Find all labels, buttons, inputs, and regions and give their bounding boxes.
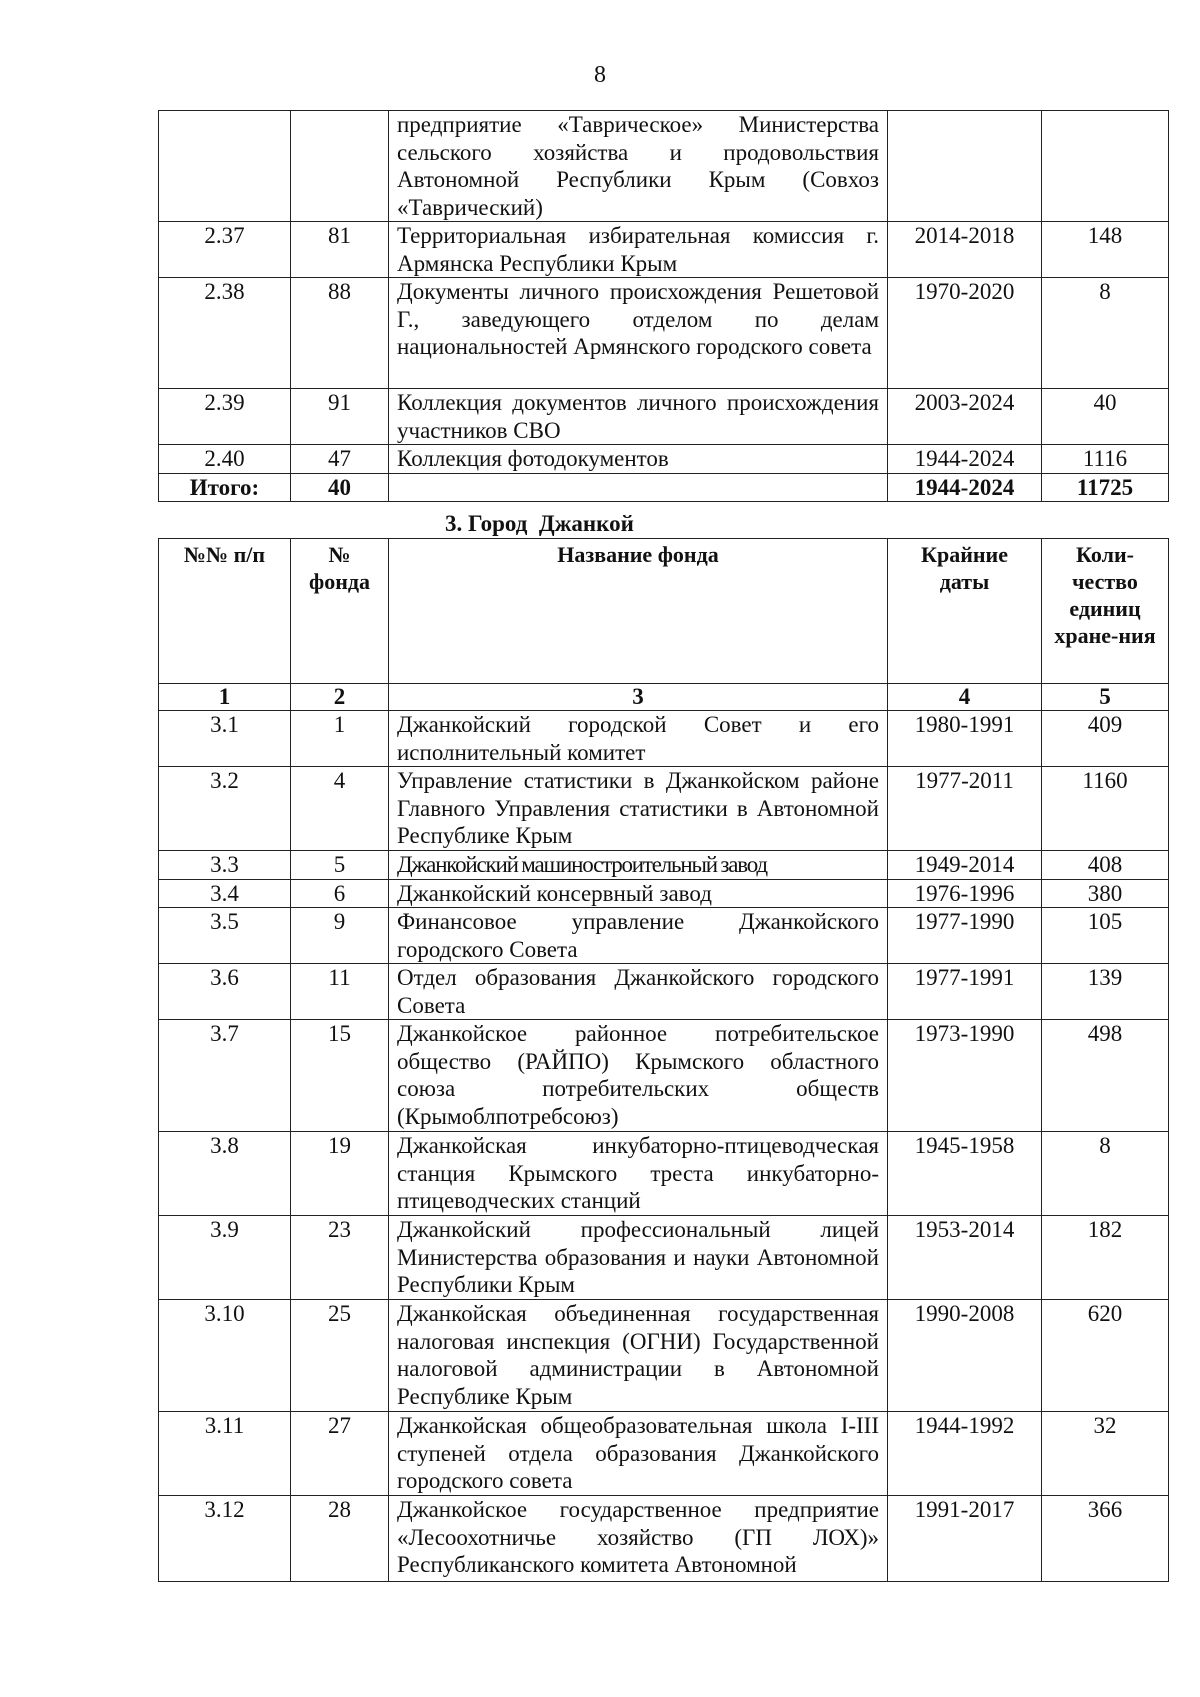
- row-number: 3.6: [159, 964, 291, 1020]
- row-number: 3.8: [159, 1132, 291, 1216]
- table-row: [159, 1300, 1169, 1412]
- date-range: 2014-2018: [888, 222, 1042, 278]
- column-header-number: №№ п/п: [159, 539, 291, 684]
- fond-number: 88: [291, 278, 389, 389]
- storage-units: 1116: [1042, 445, 1169, 474]
- row-number: 3.11: [159, 1412, 291, 1496]
- fond-number: 47: [291, 445, 389, 474]
- date-range: 1977-2011: [888, 767, 1042, 851]
- storage-units: 409: [1042, 711, 1169, 767]
- fond-number: 6: [291, 879, 389, 908]
- column-number: 5: [1042, 684, 1169, 711]
- fond-number: 9: [291, 908, 389, 964]
- date-range: 1944-1992: [888, 1412, 1042, 1496]
- fond-number: 4: [291, 767, 389, 851]
- fond-name: Коллекция документов личного происхождения участников СВО: [389, 389, 888, 445]
- table-row: [159, 851, 1169, 880]
- row-number: 3.12: [159, 1496, 291, 1582]
- date-range: 1977-1990: [888, 908, 1042, 964]
- table-row: [159, 964, 1169, 1020]
- column-header-name: Название фонда: [389, 539, 888, 684]
- table-row: [159, 278, 1169, 389]
- table-row: [159, 222, 1169, 278]
- fond-name: Отдел образования Джанкойского городского Совета: [389, 964, 888, 1020]
- storage-units: [1042, 111, 1169, 222]
- archive-table-section-2: [158, 110, 1169, 502]
- total-label: Итого:: [159, 473, 291, 502]
- table-row: [159, 908, 1169, 964]
- storage-units: 148: [1042, 222, 1169, 278]
- storage-units: 105: [1042, 908, 1169, 964]
- storage-units: 40: [1042, 389, 1169, 445]
- row-number: 3.4: [159, 879, 291, 908]
- row-number: 3.7: [159, 1020, 291, 1132]
- date-range: 1976-1996: [888, 879, 1042, 908]
- date-range: 1949-2014: [888, 851, 1042, 880]
- row-number: 3.2: [159, 767, 291, 851]
- fond-number: 28: [291, 1496, 389, 1582]
- date-range: 1970-2020: [888, 278, 1042, 389]
- date-range: 1990-2008: [888, 1300, 1042, 1412]
- total-date-range: 1944-2024: [888, 473, 1042, 502]
- total-storage-units: 11725: [1042, 473, 1169, 502]
- table-row: [159, 1020, 1169, 1132]
- fond-number: 27: [291, 1412, 389, 1496]
- date-range: [888, 111, 1042, 222]
- table-row: [159, 711, 1169, 767]
- table-row: [159, 389, 1169, 445]
- date-range: 1977-1991: [888, 964, 1042, 1020]
- fond-name: Джанкойский профессиональный лицей Министерства образования и науки Автономной Республики Крым: [389, 1216, 888, 1300]
- date-range: 1953-2014: [888, 1216, 1042, 1300]
- storage-units: 380: [1042, 879, 1169, 908]
- fond-name: Джанкойский консервный завод: [389, 879, 888, 908]
- storage-units: 32: [1042, 1412, 1169, 1496]
- table-row: [159, 1216, 1169, 1300]
- row-number: 3.3: [159, 851, 291, 880]
- date-range: 1991-2017: [888, 1496, 1042, 1582]
- column-header-dates: Крайние даты: [888, 539, 1042, 684]
- fond-name: Джанкойский городской Совет и его исполнительный комитет: [389, 711, 888, 767]
- storage-units: 182: [1042, 1216, 1169, 1300]
- date-range: 1980-1991: [888, 711, 1042, 767]
- fond-name: Джанкойская общеобразовательная школа I-III ступеней отдела образования Джанкойского городского совета: [389, 1412, 888, 1496]
- fond-number: [291, 111, 389, 222]
- table-row: [159, 1412, 1169, 1496]
- fond-name: Джанкойское государственное предприятие «Лесоохотничье хозяйство (ГП ЛОХ)» Республиканского комитета Автономной: [389, 1496, 888, 1582]
- column-number: 1: [159, 684, 291, 711]
- fond-name: предприятие «Таврическое» Министерства сельского хозяйства и продовольствия Автономной Республики Крым (Совхоз «Таврический): [389, 111, 888, 222]
- fond-name: Управление статистики в Джанкойском районе Главного Управления статистики в Автономной Республике Крым: [389, 767, 888, 851]
- row-number: [159, 111, 291, 222]
- row-number: 3.5: [159, 908, 291, 964]
- fond-name: Финансовое управление Джанкойского городского Совета: [389, 908, 888, 964]
- fond-number: 23: [291, 1216, 389, 1300]
- row-number: 3.10: [159, 1300, 291, 1412]
- section-title: 3. Город Джанкой: [445, 511, 634, 536]
- storage-units: 1160: [1042, 767, 1169, 851]
- fond-number: 11: [291, 964, 389, 1020]
- total-fond-count: 40: [291, 473, 389, 502]
- table-row: [159, 445, 1169, 474]
- row-number: 2.39: [159, 389, 291, 445]
- storage-units: 408: [1042, 851, 1169, 880]
- fond-name: Коллекция фотодокументов: [389, 445, 888, 474]
- row-number: 3.9: [159, 1216, 291, 1300]
- page-number: 8: [594, 62, 606, 88]
- column-number: 2: [291, 684, 389, 711]
- fond-number: 81: [291, 222, 389, 278]
- date-range: 1973-1990: [888, 1020, 1042, 1132]
- row-number: 2.37: [159, 222, 291, 278]
- date-range: 1944-2024: [888, 445, 1042, 474]
- storage-units: 620: [1042, 1300, 1169, 1412]
- fond-number: 91: [291, 389, 389, 445]
- date-range: 1945-1958: [888, 1132, 1042, 1216]
- fond-name: Территориальная избирательная комиссия г. Армянска Республики Крым: [389, 222, 888, 278]
- table-row: [159, 879, 1169, 908]
- row-number: 2.38: [159, 278, 291, 389]
- fond-number: 5: [291, 851, 389, 880]
- row-number: 2.40: [159, 445, 291, 474]
- storage-units: 8: [1042, 278, 1169, 389]
- total-name: [389, 473, 888, 502]
- date-range: 2003-2024: [888, 389, 1042, 445]
- table-row: [159, 767, 1169, 851]
- fond-number: 1: [291, 711, 389, 767]
- row-number: 3.1: [159, 711, 291, 767]
- total-row: [159, 473, 1169, 502]
- table-row: [159, 1496, 1169, 1582]
- column-header-count: Коли-чество единиц хране-ния: [1042, 539, 1169, 684]
- storage-units: 8: [1042, 1132, 1169, 1216]
- column-header-fond: № фонда: [291, 539, 389, 684]
- storage-units: 498: [1042, 1020, 1169, 1132]
- table-row: [159, 111, 1169, 222]
- fond-number: 15: [291, 1020, 389, 1132]
- fond-name: Джанкойский машиностроительный завод: [389, 851, 888, 880]
- storage-units: 366: [1042, 1496, 1169, 1582]
- column-number: 3: [389, 684, 888, 711]
- storage-units: 139: [1042, 964, 1169, 1020]
- table-header-row: [159, 539, 1169, 684]
- fond-name: Джанкойское районное потребительское общество (РАЙПО) Крымского областного союза потребительских обществ (Крымоблпотребсоюз): [389, 1020, 888, 1132]
- fond-name: Джанкойская объединенная государственная налоговая инспекция (ОГНИ) Государственной налоговой администрации в Автономной Республике Крым: [389, 1300, 888, 1412]
- column-number-row: [159, 684, 1169, 711]
- fond-number: 25: [291, 1300, 389, 1412]
- fond-name: Джанкойская инкубаторно-птицеводческая станция Крымского треста инкубаторно-птицеводческих станций: [389, 1132, 888, 1216]
- fond-number: 19: [291, 1132, 389, 1216]
- fond-name: Документы личного происхождения Решетовой Г., заведующего отделом по делам национальностей Армянского городского совета: [389, 278, 888, 389]
- table-row: [159, 1132, 1169, 1216]
- archive-table-section-3: [158, 538, 1169, 1582]
- column-number: 4: [888, 684, 1042, 711]
